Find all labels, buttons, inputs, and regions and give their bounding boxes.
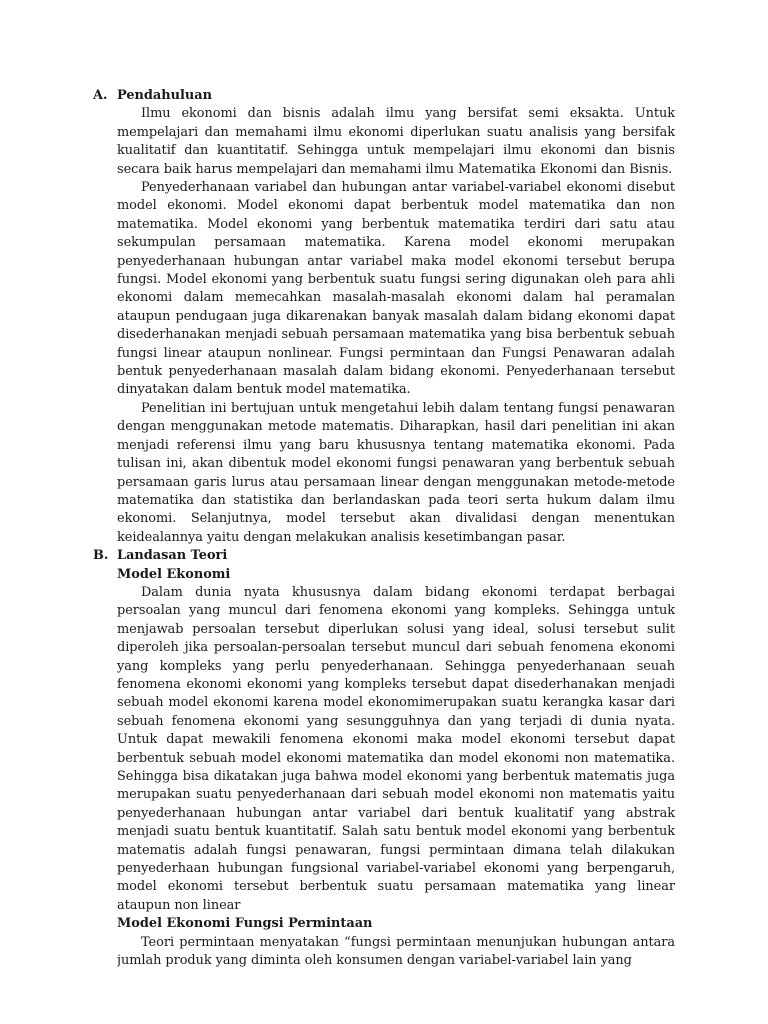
document-body	[93, 87, 675, 970]
section-b-title: Landasan Teori	[117, 548, 228, 564]
section-a-title: Pendahuluan	[117, 88, 213, 103]
paragraph: Ilmu ekonomi dan bisnis adalah ilmu yang bersifat semi eksakta. Untuk mempelajari dan memahami ilmu ekonomi diperlukan suatu analisis yang bersifak kualitatif dan kuantitatif. Sehingga untuk mempelajari ilmu ekonomi dan bisnis secara baik harus mempelajari dan memahami ilmu Matematika Ekonomi dan Bisnis.	[117, 106, 675, 177]
subsection-title: Model Ekonomi Fungsi Permintaan	[117, 916, 373, 932]
section-b-heading	[93, 547, 675, 565]
section-a-body	[117, 105, 675, 547]
paragraph: Penyederhanaan variabel dan hubungan antar variabel-variabel ekonomi disebut model ekonomi. Model ekonomi dapat berbentuk model matematika dan non matematika. Model ekonomi yang berbentuk matematika terdiri dari satu atau sekumpulan persamaan matematika. Karena model ekonomi merupakan penyederhanaan hubungan antar variabel maka model ekonomi tersebut berupa fungsi. Model ekonomi yang berbentuk suatu fungsi sering digunakan oleh para ahli ekonomi dalam memecahkan masalah-masalah ekonomi dalam hal peramalan ataupun pendugaan juga dikarenakan banyak masalah dalam bidang ekonomi dapat disederhanakan menjadi sebuah persamaan matematika yang bisa berbentuk sebuah fungsi linear ataupun nonlinear. Fungsi permintaan dan Fungsi Penawaran adalah bentuk penyederhanaan masalah dalam bidang ekonomi. Penyederhanaan tersebut dinyatakan dalam bentuk model matematika.	[117, 180, 675, 398]
paragraph: Teori permintaan menyatakan “fungsi permintaan menunjukan hubungan antara jumlah produk yang diminta oleh konsumen dengan variabel-variabel lain yang	[117, 934, 675, 969]
section-a-letter: A.	[93, 88, 108, 103]
paragraph: Penelitian ini bertujuan untuk mengetahui lebih dalam tentang fungsi penawaran dengan menggunakan metode matematis. Diharapkan, hasil dari penelitian ini akan menjadi referensi ilmu yang baru khususnya tentang matematika ekonomi. Pada tulisan ini, akan dibentuk model ekonomi fungsi penawaran yang berbentuk sebuah persamaan garis lurus atau persamaan linear dengan menggunakan metode-metode matematika dan statistika dan berlandaskan pada teori serta hukum dalam ilmu ekonomi. Selanjutnya, model tersebut akan divalidasi dengan menentukan keidealannya yaitu dengan melakukan analisis kesetimbangan pasar.	[117, 400, 675, 545]
paragraph: Dalam dunia nyata khususnya dalam bidang ekonomi terdapat berbagai persoalan yang muncul dari fenomena ekonomi yang kompleks. Sehingga untuk menjawab persoalan tersebut diperlukan solusi yang ideal, solusi tersebut sulit diperoleh jika persoalan-persoalan tersebut muncul dari sebuah fenomena ekonomi yang kompleks yang perlu penyederhanaan. Sehingga penyederhanaan seuah fenomena ekonomi ekonomi yang kompleks tersebut dapat disederhanakan menjadi sebuah model ekonomi karena model ekonomimerupakan suatu kerangka kasar dari sebuah fenomena ekonomi yang sesungguhnya dan yang terjadi di dunia nyata. Untuk dapat mewakili fenomena ekonomi maka model ekonomi tersebut dapat berbentuk sebuah model ekonomi matematika dan model ekonomi non matematika. Sehingga bisa dikatakan juga bahwa model ekonomi yang berbentuk matematis juga merupakan suatu penyederhanaan dari sebuah model ekonomi non matematis yaitu penyederhanaan hubungan antar variabel dari bentuk kualitatif yang abstrak menjadi suatu bentuk kuantitatif. Salah satu bentuk model ekonomi yang berbentuk matematis adalah fungsi penawaran, fungsi permintaan dimana telah dilakukan penyederhaan hubungan fungsional variabel-variabel ekonomi yang berpengaruh, model ekonomi tersebut berbentuk suatu persamaan matematika yang linear ataupun non linear	[117, 584, 675, 913]
section-b-body	[117, 566, 675, 971]
subsection-title: Model Ekonomi	[117, 566, 231, 582]
section-b-letter: B.	[93, 548, 109, 564]
section-a-heading	[93, 87, 675, 105]
